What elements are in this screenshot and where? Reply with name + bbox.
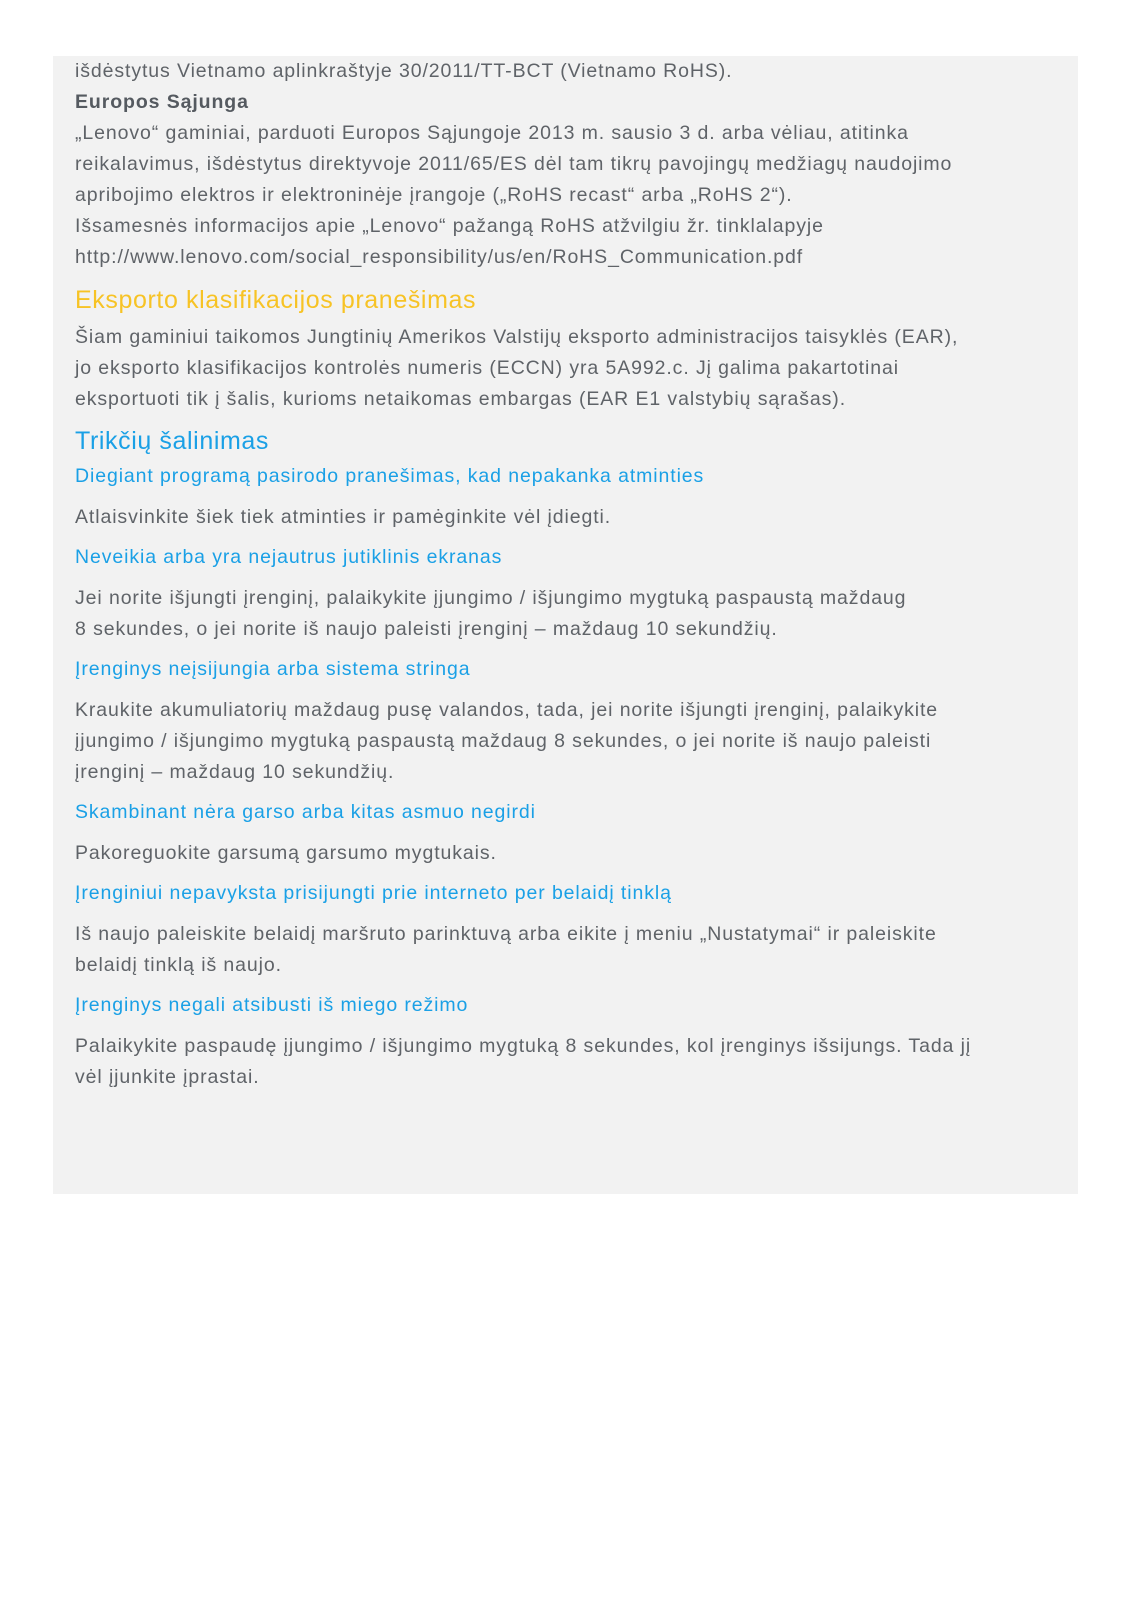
eu-text-line-3: apribojimo elektros ir elektroninėje įrangoje („RoHS recast“ arba „RoHS 2“). [75,184,793,206]
vietnam-rohs-line: išdėstytus Vietnamo aplinkraštyje 30/2011/TT-BCT (Vietnamo RoHS). [75,60,733,82]
troubleshooting-item [75,654,1065,788]
troubleshooting-item [75,542,1065,645]
troubleshooting-answer-line: belaidį tinklą iš naujo. [75,954,282,976]
troubleshooting-answer-line: įrenginį – maždaug 10 sekundžių. [75,761,395,783]
export-heading: Eksporto klasifikacijos pranešimas [75,286,477,314]
eu-heading: Europos Sąjunga [75,91,249,113]
troubleshooting-answer-line: įjungimo / išjungimo mygtuką paspaustą maždaug 8 sekundes, o jei norite iš naujo paleisti [75,730,932,752]
troubleshooting-answer-line: Pakoreguokite garsumą garsumo mygtukais. [75,842,497,864]
troubleshooting-answer-line: Iš naujo paleiskite belaidį maršruto parinktuvą arba eikite į meniu „Nustatymai“ ir paleiskite [75,923,937,945]
troubleshooting-question: Įrenginys neįsijungia arba sistema stringa [75,658,471,680]
export-text-line-2: jo eksporto klasifikacijos kontrolės numeris (ECCN) yra 5A992.c. Jį galima pakartotinai [75,357,899,379]
troubleshooting-heading: Trikčių šalinimas [75,427,270,455]
troubleshooting-item [75,461,1065,533]
eu-text-line-1: „Lenovo“ gaminiai, parduoti Europos Sąjungoje 2013 m. sausio 3 d. arba vėliau, atitinka [75,122,909,144]
eu-text-line-2: reikalavimus, išdėstytus direktyvoje 2011/65/ES dėl tam tikrų pavojingų medžiagų naudojimo [75,153,953,175]
troubleshooting-answer-line: Palaikykite paspaudę įjungimo / išjungimo mygtuką 8 sekundes, kol įrenginys išsijungs. Tada jį [75,1035,972,1057]
rohs-info-url: http://www.lenovo.com/social_responsibility/us/en/RoHS_Communication.pdf [75,246,804,268]
troubleshooting-question: Diegiant programą pasirodo pranešimas, kad nepakanka atminties [75,465,705,487]
troubleshooting-item [75,878,1065,981]
troubleshooting-question: Skambinant nėra garso arba kitas asmuo negirdi [75,801,536,823]
document-content [75,56,1065,1093]
troubleshooting-answer-line: 8 sekundes, o jei norite iš naujo paleisti įrenginį – maždaug 10 sekundžių. [75,618,778,640]
rohs-info-line: Išsamesnės informacijos apie „Lenovo“ pažangą RoHS atžvilgiu žr. tinklalapyje [75,215,824,237]
export-text-line-1: Šiam gaminiui taikomos Jungtinių Amerikos Valstijų eksporto administracijos taisyklės (EAR), [75,326,959,348]
troubleshooting-answer-line: Kraukite akumuliatorių maždaug pusę valandos, tada, jei norite išjungti įrenginį, palaikykite [75,699,939,721]
troubleshooting-question: Įrenginys negali atsibusti iš miego režimo [75,994,469,1016]
troubleshooting-item [75,797,1065,869]
troubleshooting-item [75,990,1065,1093]
export-text-line-3: eksportuoti tik į šalis, kurioms netaikomas embargas (EAR E1 valstybių sąrašas). [75,388,847,410]
troubleshooting-answer-line: Jei norite išjungti įrenginį, palaikykite įjungimo / išjungimo mygtuką paspaustą maždaug [75,587,907,609]
troubleshooting-question: Neveikia arba yra nejautrus jutiklinis ekranas [75,546,503,568]
troubleshooting-answer-line: vėl įjunkite įprastai. [75,1066,260,1088]
troubleshooting-answer-line: Atlaisvinkite šiek tiek atminties ir pamėginkite vėl įdiegti. [75,506,612,528]
troubleshooting-question: Įrenginiui nepavyksta prisijungti prie interneto per belaidį tinklą [75,882,672,904]
